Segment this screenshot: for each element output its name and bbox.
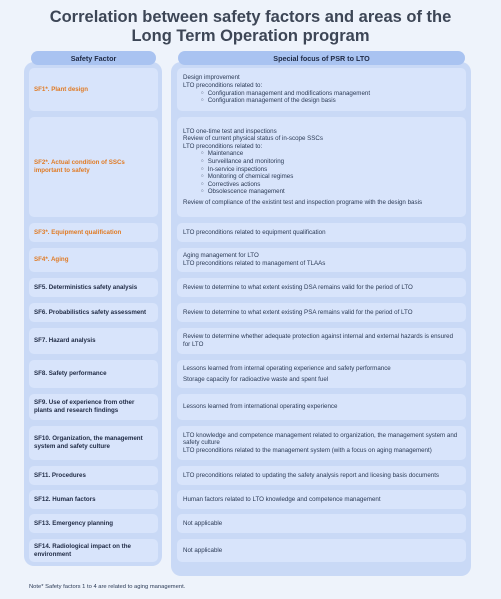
- factor-cell-sf5: [29, 278, 158, 297]
- title-line-1: Correlation between safety factors and areas of the: [49, 8, 452, 26]
- focus-text: Review to determine to what extent existing DSA remains valid for the period of LTO: [183, 283, 413, 291]
- factor-cell-sf11: [29, 466, 158, 485]
- focus-list-item: ○ Configuration management and modifications management: [201, 90, 460, 98]
- focus-list: [183, 150, 460, 196]
- focus-text: Not applicable: [183, 546, 223, 554]
- focus-cell-sf14: [177, 539, 466, 562]
- factor-label: SF11. Procedures: [34, 471, 86, 479]
- focus-text: Review of compliance of the existint test and inspection programe with the design basis: [183, 198, 423, 206]
- focus-cell-sf2: [177, 117, 466, 217]
- factor-cell-sf4: [29, 248, 158, 272]
- factor-label: SF9. Use of experience from other plants and research findings: [34, 399, 135, 414]
- focus-text: LTO preconditions related to the management system (with a focus on aging management): [183, 446, 432, 454]
- focus-text: Aging management for LTO: [183, 252, 259, 260]
- focus-list-item: ○ Surveillance and monitoring: [201, 158, 460, 166]
- factor-cell-sf1: [29, 68, 158, 111]
- header-special-focus: Special focus of PSR to LTO: [178, 51, 465, 65]
- header-safety-factor: Safety Factor: [31, 51, 156, 65]
- focus-cell-sf11: [177, 466, 466, 485]
- focus-list-item: ○ Correctives actions: [201, 181, 460, 189]
- factor-cell-sf3: [29, 223, 158, 242]
- factor-cell-sf13: [29, 514, 158, 533]
- focus-text: LTO knowledge and competence management related to organization, the management system and safety culture: [183, 431, 458, 447]
- factor-label: SF2*. Actual condition of SSCs important to safety: [34, 159, 125, 174]
- factor-label: SF14. Radiological impact on the environment: [34, 542, 131, 558]
- focus-cell-sf7: [177, 328, 466, 354]
- focus-text: Lessons learned from international operating experience: [183, 403, 338, 411]
- focus-list-item: ○ Maintenance: [201, 150, 460, 158]
- focus-text: LTO one-time test and inspections: [183, 127, 277, 135]
- focus-cell-sf12: [177, 490, 466, 509]
- factor-label: SF7. Hazard analysis: [34, 337, 96, 345]
- focus-text: Human factors related to LTO knowledge and competence management: [183, 495, 381, 503]
- focus-text: Not applicable: [183, 519, 223, 527]
- factor-label: SF8. Safety performance: [34, 370, 107, 378]
- focus-text: Lessons learned from internal operating experience and safety performance: [183, 364, 391, 372]
- focus-cell-sf9: [177, 394, 466, 420]
- factor-cell-sf8: [29, 360, 158, 388]
- factor-label: SF12. Human factors: [34, 495, 96, 503]
- factor-label: SF13. Emergency planning: [34, 519, 114, 527]
- focus-text: LTO preconditions related to updating the safety analysis report and licesing basis documents: [183, 471, 440, 479]
- focus-text: Design improvement: [183, 74, 240, 82]
- focus-text: LTO preconditions related to equipment qualification: [183, 228, 326, 236]
- focus-text: Review to determine whether adequate protection against internal and external hazards is ensured for LTO: [183, 333, 454, 348]
- focus-cell-sf5: [177, 278, 466, 297]
- focus-cell-sf4: [177, 248, 466, 272]
- focus-list-item: ○ Monitoring of chemical regimes: [201, 173, 460, 181]
- factor-label: SF4*. Aging: [34, 256, 69, 264]
- focus-text: LTO preconditions related to:: [183, 81, 263, 89]
- focus-cell-sf1: [177, 68, 466, 111]
- title-line-2: Long Term Operation program: [131, 27, 370, 45]
- focus-cell-sf8: [177, 360, 466, 388]
- focus-cell-sf10: [177, 426, 466, 460]
- focus-text: LTO preconditions related to management of TLAAs: [183, 260, 326, 267]
- focus-cell-sf13: [177, 514, 466, 533]
- focus-text: Storage capacity for radioactive waste and spent fuel: [183, 375, 329, 383]
- focus-list-item: ○ Obsolescence management: [201, 188, 460, 196]
- footnote: Note* Safety factors 1 to 4 are related to aging management.: [29, 584, 186, 590]
- focus-text: LTO preconditions related to:: [183, 142, 263, 150]
- focus-list: [183, 90, 460, 105]
- focus-list-item: ○ In-service inspections: [201, 166, 460, 174]
- factor-label: SF10. Organization, the management system and safety culture: [34, 435, 143, 450]
- factor-cell-sf2: [29, 117, 158, 217]
- factor-cell-sf6: [29, 303, 158, 322]
- factor-label: SF6. Probabilistics safety assessment: [34, 308, 147, 316]
- factor-cell-sf7: [29, 328, 158, 354]
- focus-list-item: ○ Configuration management of the design basis: [201, 97, 460, 105]
- focus-cell-sf6: [177, 303, 466, 322]
- factor-cell-sf14: [29, 539, 158, 562]
- factor-label: SF3*. Equipment qualification: [34, 228, 122, 236]
- factor-label: SF5. Deterministics safety analysis: [34, 283, 138, 291]
- focus-text: Review to determine to what extent existing PSA remains valid for the period of LTO: [183, 308, 413, 316]
- factor-cell-sf10: [29, 426, 158, 460]
- factor-cell-sf9: [29, 394, 158, 420]
- focus-text: Review of current physical status of in-scope SSCs: [183, 135, 323, 143]
- factor-cell-sf12: [29, 490, 158, 509]
- page-title: [0, 8, 501, 46]
- focus-cell-sf3: [177, 223, 466, 242]
- factor-label: SF1*. Plant design: [34, 85, 88, 93]
